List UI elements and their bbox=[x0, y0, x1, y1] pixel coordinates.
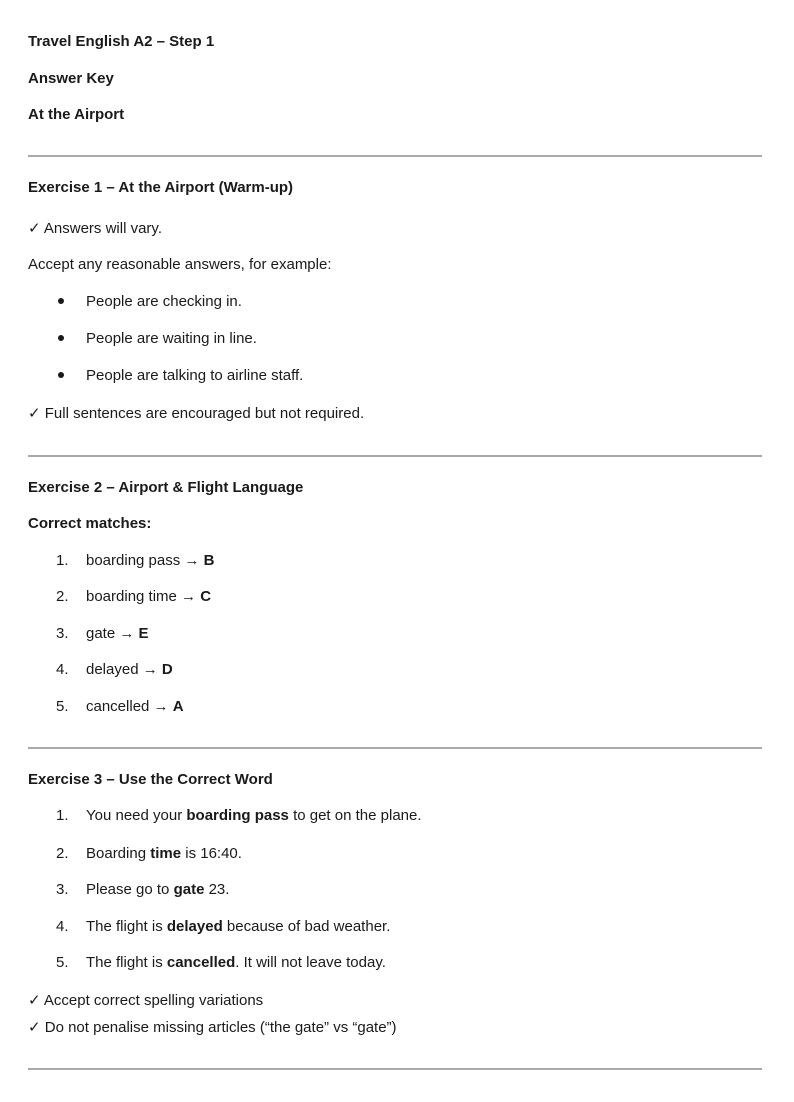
document-subtitle: Answer Key bbox=[28, 70, 114, 87]
sentence-item bbox=[86, 806, 422, 826]
exercise-1-intro: Accept any reasonable answers, for example: bbox=[28, 256, 332, 273]
bullet-icon bbox=[58, 298, 64, 304]
sentence-answer: boarding pass bbox=[186, 807, 289, 824]
list-number: 2. bbox=[56, 845, 69, 862]
list-number: 5. bbox=[56, 954, 69, 971]
list-number: 3. bbox=[56, 625, 69, 642]
match-item bbox=[86, 660, 173, 680]
match-term: delayed bbox=[86, 661, 139, 678]
sentence-item bbox=[86, 917, 390, 937]
example-answer: People are talking to airline staff. bbox=[86, 367, 304, 384]
exercise-3-heading: Exercise 3 – Use the Correct Word bbox=[28, 771, 273, 788]
bullet-icon bbox=[58, 335, 64, 341]
arrow-icon: → bbox=[138, 661, 162, 678]
arrow-icon: → bbox=[176, 588, 201, 605]
sentence-answer: cancelled bbox=[166, 954, 236, 971]
example-answer: People are waiting in line. bbox=[86, 330, 257, 347]
match-answer: B bbox=[203, 552, 215, 569]
list-number: 5. bbox=[56, 698, 69, 715]
document-topic: At the Airport bbox=[28, 106, 125, 123]
list-number: 4. bbox=[56, 918, 69, 935]
sentence-before: The flight is bbox=[86, 918, 167, 935]
exercise-2-subheading: Correct matches: bbox=[28, 515, 152, 532]
sentence-item bbox=[86, 880, 229, 900]
sentence-after: . It will not leave today. bbox=[235, 954, 386, 971]
sentence-before: Please go to bbox=[86, 881, 174, 898]
sentence-before: The flight is bbox=[86, 954, 167, 971]
list-number: 1. bbox=[56, 552, 69, 569]
match-item bbox=[86, 587, 211, 607]
list-number: 2. bbox=[56, 588, 69, 605]
match-answer: A bbox=[172, 698, 184, 715]
exercise-2-heading: Exercise 2 – Airport & Flight Language bbox=[28, 479, 304, 496]
sentence-before: You need your bbox=[86, 807, 187, 824]
sentence-before: Boarding bbox=[86, 845, 151, 862]
arrow-icon: → bbox=[149, 698, 173, 715]
exercise-3-note: ✓ Accept correct spelling variations bbox=[28, 992, 264, 1009]
section-divider bbox=[28, 455, 762, 457]
sentence-answer: time bbox=[150, 845, 182, 862]
sentence-answer: gate bbox=[173, 881, 205, 898]
match-answer: E bbox=[138, 625, 149, 642]
bullet-icon bbox=[58, 372, 64, 378]
section-divider bbox=[28, 747, 762, 749]
example-answer: People are checking in. bbox=[86, 293, 242, 310]
document-title: Travel English A2 – Step 1 bbox=[28, 33, 215, 50]
sentence-answer: delayed bbox=[166, 918, 223, 935]
list-number: 3. bbox=[56, 881, 69, 898]
sentence-item bbox=[86, 953, 386, 973]
match-answer: C bbox=[200, 588, 212, 605]
exercise-1-heading: Exercise 1 – At the Airport (Warm-up) bbox=[28, 179, 294, 196]
sentence-item bbox=[86, 844, 242, 864]
match-term: gate bbox=[86, 625, 116, 642]
section-divider bbox=[28, 155, 762, 157]
sentence-after: is 16:40. bbox=[181, 845, 242, 862]
match-item bbox=[86, 624, 149, 644]
list-number: 1. bbox=[56, 807, 69, 824]
list-number: 4. bbox=[56, 661, 69, 678]
exercise-1-note: ✓ Answers will vary. bbox=[28, 220, 162, 237]
match-term: boarding time bbox=[86, 588, 177, 605]
sentence-after: to get on the plane. bbox=[288, 807, 422, 824]
exercise-3-note: ✓ Do not penalise missing articles (“the gate” vs “gate”) bbox=[28, 1019, 397, 1036]
sentence-after: 23. bbox=[204, 881, 230, 898]
match-answer: D bbox=[161, 661, 173, 678]
sentence-after: because of bad weather. bbox=[222, 918, 391, 935]
arrow-icon: → bbox=[180, 552, 204, 569]
exercise-1-note: ✓ Full sentences are encouraged but not required. bbox=[28, 405, 365, 422]
match-item bbox=[86, 551, 214, 571]
match-item bbox=[86, 697, 184, 717]
match-term: boarding pass bbox=[86, 552, 181, 569]
section-divider bbox=[28, 1068, 762, 1070]
match-term: cancelled bbox=[86, 698, 150, 715]
arrow-icon: → bbox=[115, 625, 139, 642]
